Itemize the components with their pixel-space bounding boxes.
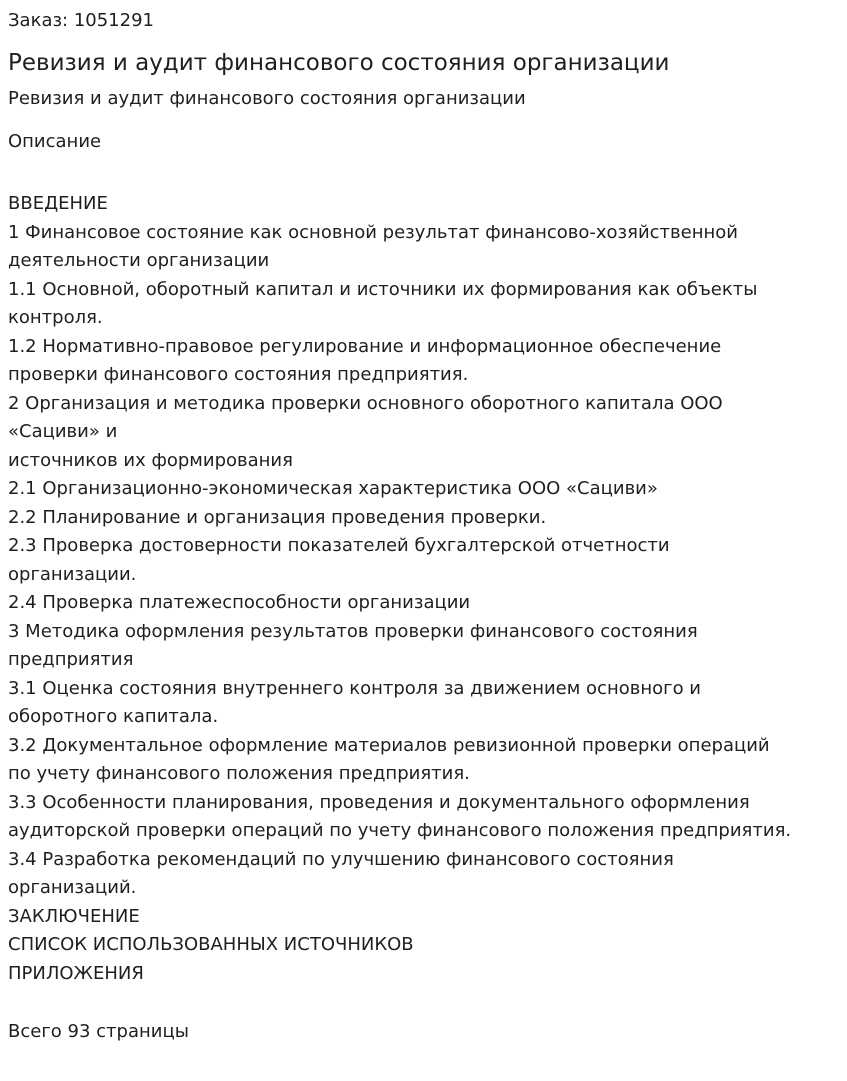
toc-line: 2 Организация и методика проверки основного оборотного капитала ООО xyxy=(8,392,723,414)
toc-line: оборотного капитала. xyxy=(8,706,219,727)
toc-line: ЗАКЛЮЧЕНИЕ xyxy=(8,905,140,927)
page-title: Ревизия и аудит финансового состояния организации xyxy=(8,50,670,76)
toc-line: 1 Финансовое состояние как основной результат финансово-хозяйственной xyxy=(8,221,738,243)
toc-line: по учету финансового положения предприятия. xyxy=(8,763,470,784)
toc-line: «Сациви» и xyxy=(8,421,118,442)
toc-line: 3.4 Разработка рекомендаций по улучшению финансового состояния xyxy=(8,848,674,870)
toc-line: 1.1 Основной, оборотный капитал и источники их формирования как объекты xyxy=(8,278,758,300)
toc-line: контроля. xyxy=(8,307,103,328)
total-pages: Всего 93 страницы xyxy=(8,1021,189,1042)
page-subtitle: Ревизия и аудит финансового состояния организации xyxy=(8,88,526,109)
description-heading: Описание xyxy=(8,131,102,152)
toc-line: 3.1 Оценка состояния внутреннего контроля за движением основного и xyxy=(8,677,702,699)
toc-line: предприятия xyxy=(8,649,134,670)
toc-line: 3.3 Особенности планирования, проведения и документального оформления xyxy=(8,791,750,813)
toc-line: 2.4 Проверка платежеспособности организации xyxy=(8,592,471,613)
toc-line: деятельности организации xyxy=(8,250,270,271)
toc-line: 1.2 Нормативно-правовое регулирование и информационное обеспечение xyxy=(8,335,722,357)
toc-line: организации. xyxy=(8,563,137,585)
toc-line: организаций. xyxy=(8,877,137,898)
toc-line: проверки финансового состояния предприятия. xyxy=(8,364,469,385)
order-number: Заказ: 1051291 xyxy=(8,10,154,31)
toc-line: источников их формирования xyxy=(8,449,293,471)
toc-line: 2.3 Проверка достоверности показателей бухгалтерской отчетности xyxy=(8,535,670,556)
toc-line: ВВЕДЕНИЕ xyxy=(8,193,108,214)
toc-line: аудиторской проверки операций по учету финансового положения предприятия. xyxy=(8,820,792,841)
toc-line: 3 Методика оформления результатов проверки финансового состояния xyxy=(8,620,698,642)
toc-line: СПИСОК ИСПОЛЬЗОВАННЫХ ИСТОЧНИКОВ xyxy=(8,934,414,955)
toc-line: 2.2 Планирование и организация проведения проверки. xyxy=(8,506,547,528)
toc-line: ПРИЛОЖЕНИЯ xyxy=(8,962,144,984)
table-of-contents xyxy=(8,190,843,988)
toc-line: 3.2 Документальное оформление материалов ревизионной проверки операций xyxy=(8,734,770,756)
toc-line: 2.1 Организационно-экономическая характеристика ООО «Сациви» xyxy=(8,478,658,499)
